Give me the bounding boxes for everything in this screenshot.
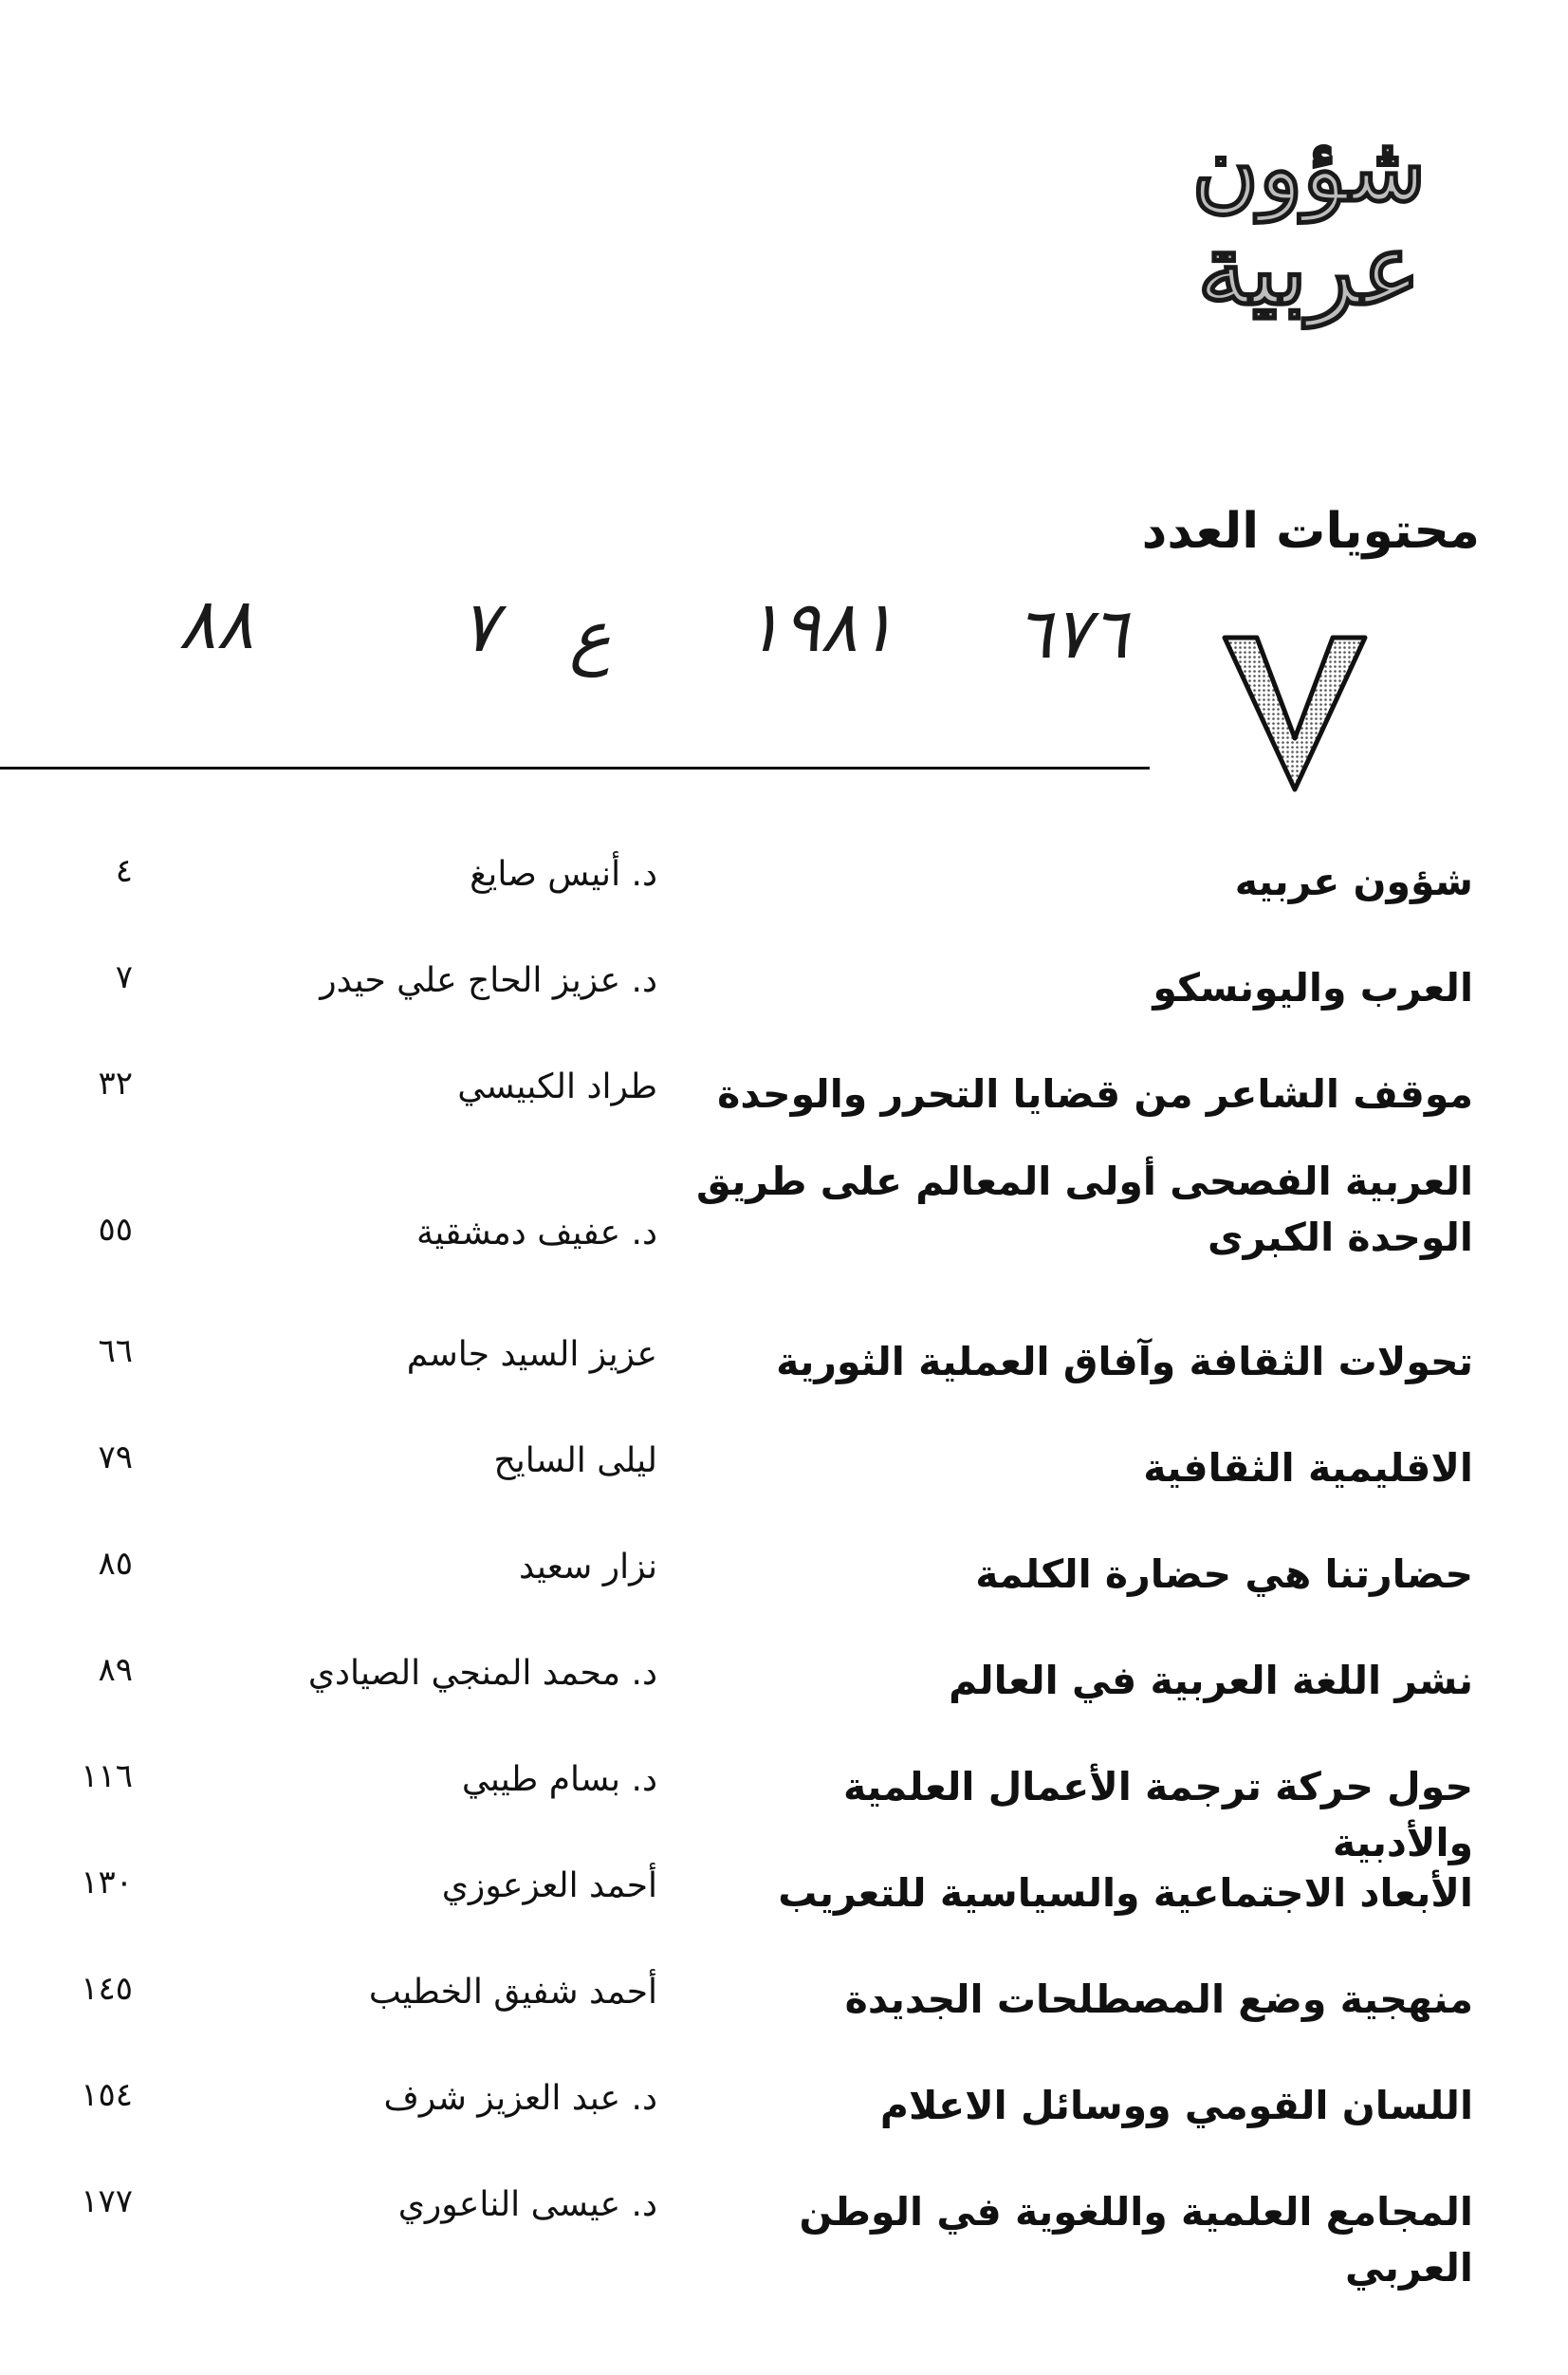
article-title: اللسان القومي ووسائل الاعلام [879,2083,1473,2128]
issue-number-graphic [1219,626,1371,797]
page-number: ٤ [115,852,133,890]
article-author: عزيز السيد جاسم [406,1335,657,1374]
toc-entry [0,1154,1568,1315]
toc-entry [0,1528,1568,1634]
page-number: ٣٢ [98,1065,133,1103]
article-title: المجامع العلمية واللغوية في الوطن العربي [799,2189,1473,2292]
article-author: أحمد شفيق الخطيب [368,1973,657,2012]
article-title: تحولات الثقافة وآفاق العملية الثورية [776,1339,1473,1384]
article-title: حضارتنا هي حضارة الكلمة [975,1551,1473,1597]
article-author: د. عبد العزيز شرف [383,2079,657,2118]
toc-entry [0,1634,1568,1740]
toc-entry [0,835,1568,941]
handwritten-note: ١٩٨١ [745,586,895,668]
page-number: ١٧٧ [81,2182,133,2220]
toc-entry [0,2059,1568,2165]
page-number: ٦٦ [98,1332,133,1370]
handwritten-note: ٦٧٦ [1015,593,1129,675]
divider-line [0,767,1150,770]
article-author: د. محمد المنجي الصيادي [307,1654,657,1693]
toc-entry [0,1953,1568,2059]
contents-heading: محتويات العدد [1141,503,1480,560]
toc-entry [0,1315,1568,1421]
article-title: العربية الفصحى أولى المعالم على طريق الوحدة الكبرى [696,1159,1473,1261]
toc-entry [0,1846,1568,1953]
handwritten-note: ٧ [460,586,498,668]
article-title: منهجية وضع المصطلحات الجديدة [844,1976,1473,2022]
article-author: د. عيسى الناعوري [397,2185,657,2224]
logo-line-2: عربية [1197,211,1421,327]
page-number: ١٣٠ [81,1864,133,1902]
page-number: ١١٦ [81,1757,133,1795]
article-title: العرب واليونسكو [1153,965,1473,1011]
toc-entry [0,1740,1568,1866]
article-author: د. أنيس صايغ [470,855,657,894]
article-title: نشر اللغة العربية في العالم [949,1658,1473,1703]
article-author: د. عزيز الحاج علي حيدر [320,961,657,1000]
handwritten-note: ع [569,596,612,677]
article-author: د. عفيف دمشقية [416,1214,657,1252]
article-author: د. بسام طيبي [461,1760,657,1799]
article-title: موقف الشاعر من قضايا التحرر والوحدة [717,1071,1473,1117]
issue-number-text: ٧ [1295,676,1301,686]
article-title: الأبعاد الاجتماعية والسياسية للتعريب [778,1870,1473,1916]
page-number: ٨٥ [98,1545,133,1583]
article-title: حول حركة ترجمة الأعمال العلمية والأدبية [843,1764,1473,1866]
table-of-contents [0,835,1568,2292]
article-author: أحمد العزعوزي [441,1866,657,1905]
article-author: ليلى السايح [493,1441,657,1480]
toc-entry [0,2165,1568,2292]
article-title: الاقليمية الثقافية [1143,1445,1473,1491]
page-number: ٨٩ [98,1651,133,1689]
page-number: ٧ [115,958,133,996]
article-author: طراد الكبيسي [457,1067,657,1106]
handwritten-note: ٨٨ [178,584,254,665]
logo-line-1: شؤون [1191,115,1427,222]
page-number: ٥٥ [98,1211,133,1249]
toc-entry [0,1421,1568,1528]
toc-entry [0,1048,1568,1154]
article-title: شؤون عربيه [1234,859,1473,904]
article-author: نزار سعيد [518,1548,657,1586]
page-number: ١٥٤ [81,2076,133,2114]
journal-logo [1148,115,1470,342]
page-number: ١٤٥ [81,1970,133,2008]
toc-entry [0,941,1568,1048]
page-number: ٧٩ [98,1438,133,1476]
